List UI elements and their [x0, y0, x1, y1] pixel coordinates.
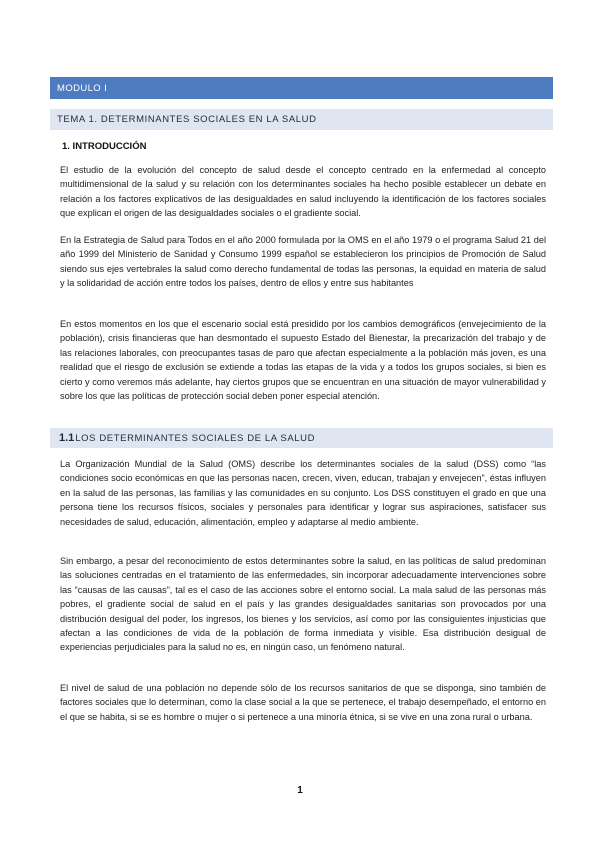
paragraph: El nivel de salud de una población no depende sólo de los recursos sanitarios de que se disponga, sino también de factores sociales que lo determinan, como la clase social a la que se pertenece, el trabajo desempeñado, el entorno en el que se habita, si se es hombre o mujer o si pertenece a una minoría étnica, si se vive en una zona rural o urbana.: [60, 683, 546, 722]
topic-header: TEMA 1. DETERMINANTES SOCIALES EN LA SALUD: [50, 109, 553, 130]
paragraph: El estudio de la evolución del concepto de salud desde el concepto centrado en la enfermedad al concepto multidimensional de la salud y su relación con los determinantes sociales ha hecho posible establecer un debate en relación a los factores explicativos de las desigualdades en salud incluyendo la identificación de los factores sociales que explican el origen de las desigualdades sociales o el gradiente social.: [60, 165, 546, 219]
subsection-heading-determinantes: [50, 428, 553, 448]
paragraph: La Organización Mundial de la Salud (OMS) describe los determinantes sociales de la salud (DSS) como “las condiciones socio económicas en que las personas nacen, crecen, viven, educan, trabajan y envejecen”, éstas influyen en la salud de las personas, las familias y las comunidades en su conjunto. Los DSS constituyen el grado en que una persona tiene los recursos físicos, sociales y personales para identificar y lograr sus aspiraciones, satisfacer sus necesidades de salud, educación, alimentación, empleo y adaptarse al medio ambiente.: [60, 459, 546, 527]
subsection-number: 1.1: [59, 432, 75, 444]
section-heading-introduccion: 1. INTRODUCCIÓN: [62, 141, 147, 152]
subsection-title: LOS DETERMINANTES SOCIALES DE LA SALUD: [75, 432, 316, 444]
module-header: MODULO I: [50, 77, 553, 99]
paragraph: En estos momentos en los que el escenario social está presidido por los cambios demográficos (envejecimiento de la población), crisis financieras que han desmontado el supuesto Estado del Bienestar, la precarización del trabajo y de las relaciones laborales, con preocupantes tasas de paro que afectan especialmente a la población más joven, es una realidad que el riesgo de exclusión se extiende a todas las etapas de la vida y a todos los grupos sociales, si bien es cierto y como veremos más adelante, hay ciertos grupos que se encuentran en una situación de mayor vulnerabilidad y sobre los que las políticas de protección social deben poner especial atención.: [60, 319, 546, 402]
page-number: 1: [297, 785, 303, 796]
paragraph: En la Estrategia de Salud para Todos en el año 2000 formulada por la OMS en el año 1979 o el programa Salud 21 del año 1999 del Ministerio de Sanidad y Consumo 1999 español se establecieron los principios de Promoción de Salud siendo sus ejes vertebrales la salud como derecho fundamental de todas las personas, la equidad en materia de salud y la solidaridad de acción entre todos los países, dentro de ellos y entre sus habitantes: [60, 235, 546, 289]
paragraph: Sin embargo, a pesar del reconocimiento de estos determinantes sobre la salud, en las políticas de salud predominan las soluciones centradas en el tratamiento de las enfermedades, sin incorporar adecuadamente intervenciones sobre las “causas de las causas”, tal es el caso de las acciones sobre el entorno social. La mala salud de las personas más pobres, el gradiente social de salud en el país y las grandes desigualdades sanitarias son provocados por una distribución desigual del poder, los ingresos, los bienes y los servicios, así como por las consiguientes injusticias que afectan a las condiciones de vida de la población de forma inmediata y visible. Esa distribución desigual de experiencias perjudiciales para la salud no es, en ningún caso, un fenómeno natural.: [60, 556, 546, 653]
